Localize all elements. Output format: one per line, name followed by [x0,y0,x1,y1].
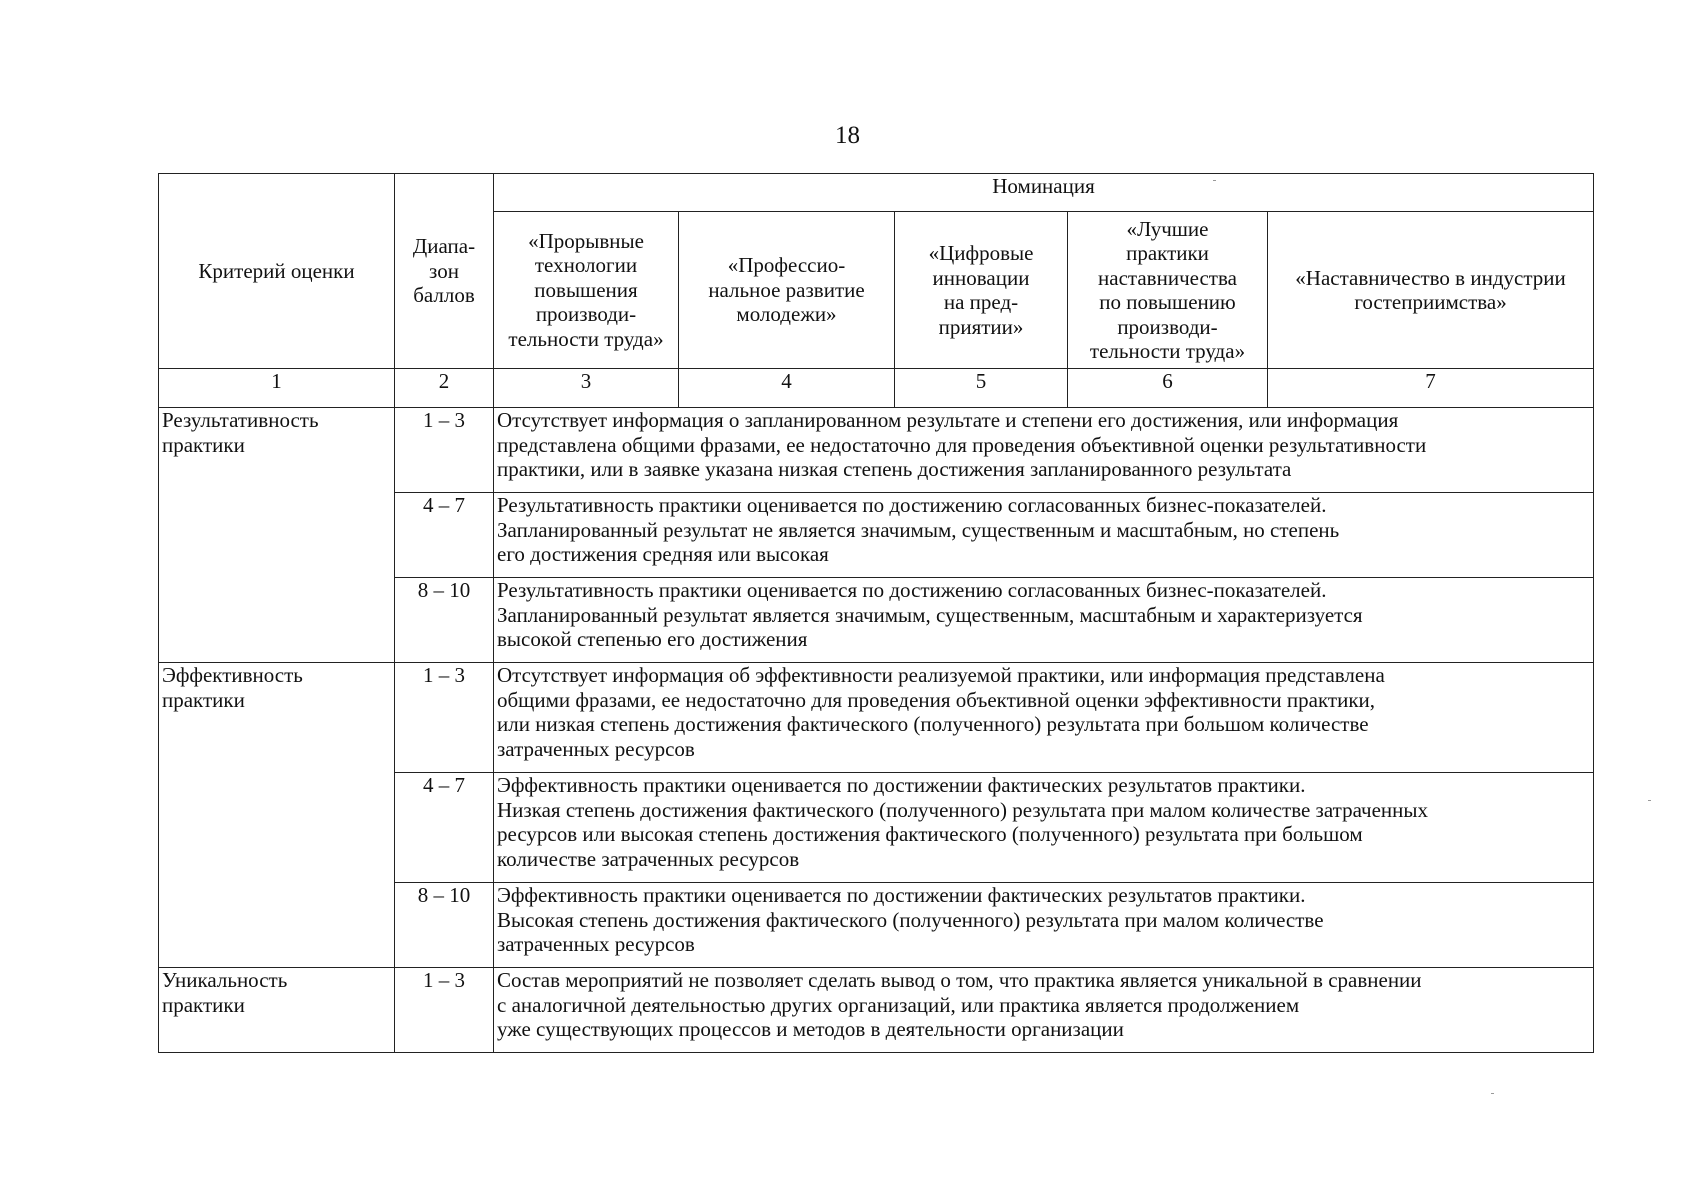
header-line: технологии [534,253,638,278]
score-description [494,663,1594,773]
header-line: инновации [932,265,1030,290]
description-line: Высокая степень достижения фактического (полученного) результата при малом количестве [497,907,1324,932]
score-range: 4 – 7 [395,493,494,578]
description-line: Результативность практики оценивается по достижению согласованных бизнес-показателей. [497,578,1327,602]
header-range-line: зон [429,258,459,283]
description-line: Состав мероприятий не позволяет сделать вывод о том, что практика является уникальной в сравнении [497,968,1422,992]
header-line: на пред- [943,290,1019,314]
description-line: представлена общими фразами, ее недостаточно для проведения объективной оценки результативности [497,432,1427,457]
scan-speck [1213,180,1216,181]
header-line: приятии» [938,314,1024,339]
description-line: количестве затраченных ресурсов [497,846,800,871]
header-line: «Прорывные [528,228,644,253]
criterion-line: практики [162,687,245,712]
page-number: 18 [835,122,860,149]
description-line: его достижения средняя или высокая [497,542,829,566]
description-line: затраченных ресурсов [497,932,695,956]
score-description [494,578,1594,663]
column-number: 4 [679,369,895,408]
header-line: наставничества [1098,265,1237,290]
evaluation-criteria-table [158,173,1594,1053]
column-number: 1 [159,369,395,408]
header-nomination: Номинация [494,174,1594,212]
header-range-line: баллов [413,283,475,308]
column-number: 7 [1268,369,1594,408]
description-line: Запланированный результат является значимым, существенным, масштабным и характеризуется [497,602,1363,627]
header-nomination-3 [895,212,1068,369]
description-line: затраченных ресурсов [497,736,695,761]
header-line: гостеприимства» [1354,290,1507,314]
header-line: по повышению [1099,290,1236,314]
header-nomination-5 [1268,212,1594,369]
column-number: 3 [494,369,679,408]
score-description [494,773,1594,883]
description-line: или низкая степень достижения фактического (полученного) результата при большом количестве [497,712,1369,736]
column-number: 6 [1068,369,1268,408]
score-description [494,408,1594,493]
scan-speck [1648,800,1651,801]
header-nomination-2 [679,212,895,369]
criterion-efficiency [159,663,395,968]
description-line: Отсутствует информация о запланированном результате и степени его достижения, или информация [497,408,1399,432]
score-description [494,968,1594,1053]
score-range: 1 – 3 [395,408,494,493]
description-line: Эффективность практики оценивается по достижении фактических результатов практики. [497,773,1306,797]
criterion-line: Эффективность [162,663,303,687]
criterion-line: практики [162,432,245,457]
column-number-row [159,369,1594,408]
header-line: производи- [535,302,637,327]
score-range: 1 – 3 [395,663,494,773]
table-row [159,663,1594,773]
criterion-line: Уникальность [162,968,288,992]
score-range: 1 – 3 [395,968,494,1053]
header-nomination-4 [1068,212,1268,369]
description-line: ресурсов или высокая степень достижения фактического (полученного) результата при большом [497,822,1363,846]
score-description [494,493,1594,578]
header-range-line: Диапа- [412,234,476,259]
header-line: «Лучшие [1126,216,1209,241]
criterion-effectiveness-result [159,408,395,663]
header-line: повышения [534,277,638,302]
header-nomination-1 [494,212,679,369]
header-line: практики [1126,241,1209,265]
header-line: тельности труда» [508,326,664,351]
description-line: Эффективность практики оценивается по достижении фактических результатов практики. [497,883,1306,907]
score-range: 8 – 10 [395,883,494,968]
header-criterion: Критерий оценки [159,174,395,369]
criterion-uniqueness [159,968,395,1053]
header-line: «Профессио- [727,253,846,278]
score-range: 4 – 7 [395,773,494,883]
description-line: с аналогичной деятельностью других организаций, или практика является продолжением [497,992,1300,1017]
criterion-line: практики [162,992,245,1017]
column-number: 2 [395,369,494,408]
table-row [159,968,1594,1053]
description-line: Запланированный результат не является значимым, существенным и масштабным, но степень [497,517,1340,542]
description-line: Низкая степень достижения фактического (полученного) результата при малом количестве затраченных [497,797,1429,822]
table-row [159,408,1594,493]
header-line: производи- [1117,314,1218,339]
description-line: Отсутствует информация об эффективности реализуемой практики, или информация представлена [497,663,1385,687]
header-line: тельности труда» [1089,339,1246,363]
description-line: практики, или в заявке указана низкая степень достижения запланированного результата [497,457,1292,481]
score-range: 8 – 10 [395,578,494,663]
column-number: 5 [895,369,1068,408]
score-description [494,883,1594,968]
header-line: молодежи» [736,302,837,327]
header-line: «Цифровые [928,241,1034,265]
header-range [395,174,494,369]
header-line: нальное развитие [708,277,865,302]
description-line: высокой степенью его достижения [497,627,808,651]
description-line: уже существующих процессов и методов в деятельности организации [497,1017,1124,1041]
description-line: Результативность практики оценивается по достижению согласованных бизнес-показателей. [497,493,1327,517]
header-line: «Наставничество в индустрии [1295,265,1566,290]
description-line: общими фразами, ее недостаточно для проведения объективной оценки эффективности практики, [497,687,1376,712]
criterion-line: Результативность [162,408,319,432]
scan-speck [1491,1093,1494,1094]
